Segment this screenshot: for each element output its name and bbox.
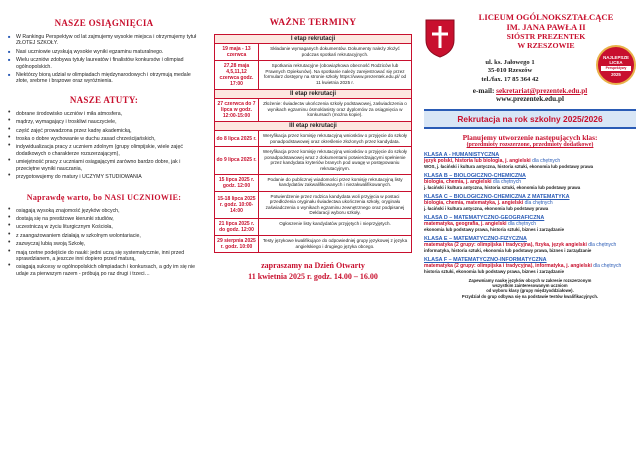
atut-item: • dobrane środowisko uczniów i miła atmosfera, (8, 111, 200, 117)
uczen-item: • mają rzetne podejście do nauki: jedni uczą się systematycznie, inni przed sprawdzianem, a jeszcze inni dopiero przed maturą, (8, 250, 200, 263)
website-link[interactable]: www.prezentek.edu.pl (496, 95, 564, 103)
class-extended: biologia, chemia, j. angielski (424, 179, 492, 185)
crest-icon (424, 18, 456, 58)
achievement-item: ■ Niektórzy biorą udział w olimpiadach międzynarodowych i otrzymują medale złote, srebrne i brązowe oraz wyróżnienia. (8, 72, 200, 85)
uczen-item: • osiągają wysoką znajomość języków obcych, (8, 208, 200, 214)
class-optional: dla chętnych (588, 242, 617, 248)
uczniowie-list (8, 208, 200, 278)
class-optional: dla chętnych (492, 179, 521, 185)
stage-2-header: II etap rekrutacji (215, 89, 411, 98)
class-list (424, 152, 636, 275)
atut-item: • umiejętność pracy z uczniami osiągającymi zarówno bardzo dobre, jak i przeciętne wyniki nauczania, (8, 159, 200, 172)
address-street: ul. ks. Jałowego 1 (485, 59, 535, 66)
class-optional: dla chętnych (593, 263, 622, 269)
footer-line3: od wyboru klasy (grupy międzyoddziałowe). (486, 288, 574, 294)
recruit-banner: Rekrutacja na rok szkolny 2025/2026 (424, 109, 636, 129)
atut-item: • część zajęć prowadzona przez kadrę akademicką, (8, 128, 200, 134)
class-name: KLASA E – MATEMATYCZNO-FIZYCZNA (424, 236, 527, 242)
class-additional: j. łaciński i kultura antyczna, historia sztuki, ekonomia lub podstawy prawa (424, 185, 581, 190)
class-additional: informatyka, historia sztuki, ekonomia lub podstawy prawa, biznes i zarządzanie (424, 248, 592, 253)
email-label: e-mail: (472, 87, 495, 95)
atut-item: • mądrzy, wymagający i troskliwi nauczyciele, (8, 119, 200, 125)
class-extended: matematyka (2 grupy: olimpijska i tradycyjna), fizyka, język angielski (424, 242, 587, 248)
footer-line2: wszystkim zainteresowanym uczniom (492, 283, 568, 289)
term-row (215, 43, 411, 60)
class-entry (424, 173, 636, 191)
ranking-badge (596, 45, 636, 85)
term-text: Spotkania rekrutacyjne (obowiązkowa obecność Rodziców lub Prawnych Opiekunów). Na spotkanie należy zarejestrować się przez formularz dostępny na stronie szkoły https://www.prezentek.edu.pl/ od 11 kwietnia 2025 r. (263, 63, 407, 85)
class-optional: dla chętnych (507, 221, 537, 227)
stage-3-header: III etap rekrutacji (215, 121, 411, 130)
class-name: KLASA C – BIOLOGICZNO-CHEMICZNA Z MATEMATYKA (424, 194, 570, 200)
term-row (215, 130, 411, 146)
class-optional: dla chętnych (524, 200, 553, 206)
terms-title: WAŻNE TERMINY (269, 18, 357, 28)
uczen-item: • z zaangażowaniem działają w szkolnym wolontariacie, (8, 233, 200, 239)
class-entry (424, 194, 636, 212)
atut-item: • troska o dobre wychowanie w duchu zasad chrześcijańskich, (8, 136, 200, 142)
term-row (215, 218, 411, 235)
term-row (215, 98, 411, 121)
atut-item: • przygotowujemy do matury i UCZYMY STUDIOWANIA (8, 174, 200, 180)
term-text: Testy językowe kwalifikujące do odpowiedniej grupy językowej z języka angielskiego i drugiego języka obcego. (262, 237, 408, 249)
term-row (215, 60, 411, 89)
term-row (215, 146, 411, 173)
school-name-1: LICEUM OGÓLNOKSZTAŁCĄCE (478, 12, 614, 22)
atut-item: • indywidualizacja pracy z uczniem zdolnym (grupy olimpijskie, wiele zajęć dodatkowych o charakterze rozszerzającym), (8, 144, 200, 157)
uczen-item: • osiągają sukcesy w ogólnopolskich olimpiadach i konkursach, a gdy im się nie udaje za pierwszym razem - próbują po raz drugi i trzeci… (8, 264, 200, 277)
uczen-item: • zazwyczaj lubią swoją Szkołę, (8, 241, 200, 247)
stage-1-header: I etap rekrutacji (215, 35, 411, 43)
open-day-line2: 11 kwietnia 2025 r. godz. 14.00 – 16.00 (248, 271, 378, 281)
term-date: 19 maja - 13 czerwca (215, 44, 259, 60)
class-name: KLASA F – MATEMATYCZNO-INFORMATYCZNA (424, 257, 547, 263)
middle-column (210, 0, 416, 453)
class-extended: matematyka, geografia, j. angielski (424, 221, 507, 227)
uczniowie-title: Naprawdę warto, bo NASI UCZNIOWIE: (26, 192, 182, 202)
term-text: Podanie do publicznej wiadomości przez komisję rekrutacyjną listy kandydatów zakwalifikowanych i niezakwalifikowanych. (267, 176, 403, 188)
term-date: 29 sierpnia 2025 r. godz. 10:00 (215, 236, 259, 252)
achievement-item: ■ W Rankingu Perspektyw od lat zajmujemy wysokie miejsca i otrzymujemy tytuł ZŁOTEJ SZKOŁY. (8, 34, 200, 47)
term-text: Składanie wymaganych dokumentów. Dokumenty należy złożyć podczas spotkań rekrutacyjnych. (270, 46, 400, 57)
term-text: Potwierdzenie przez rodzica kandydata woli przyjęcia w postaci przedłożenia oryginału świadectwa ukończenia szkoły, oryginału zaświadczenia o wynikach egzaminu zewnętrznego oraz podpisanej Deklaracji wyboru szkoły. (265, 193, 405, 216)
badge-line1: NAJLEPSZE (603, 55, 629, 60)
term-date: 15 lipca 2025 r. godz. 12:00 (215, 175, 259, 191)
class-name: KLASA A - HUMANISTYCZNA (424, 152, 500, 158)
class-entry (424, 257, 636, 275)
term-date: 27,28 maja 4,5,11,12 czerwca godz. 17:00 (215, 61, 259, 89)
term-date: do 9 lipca 2025 r. (215, 147, 259, 173)
achievements-list (8, 34, 200, 85)
right-column (420, 0, 640, 453)
class-additional: historia sztuki, ekonomia lub podstawy prawa, biznes i zarządzanie (424, 269, 565, 274)
class-extended: biologia, chemia, matematyka, j. angielski (424, 200, 524, 206)
terms-table (214, 34, 412, 253)
class-extended: język polski, historia lub biologia, j. angielski (424, 158, 531, 164)
open-day-line1: zapraszamy na Dzień Otwarty (261, 260, 365, 270)
footer-note (424, 278, 636, 299)
term-text: Weryfikacja przez komisję rekrutacyjną wniosków o przyjęcie do szkoły ponadpodstawowej wraz z dokumentami potwierdzającymi spełnienie przez kandydata kryteriów branych pod uwagę w postępowaniu rekrutacyjnym. (262, 149, 408, 171)
planned-subtitle: (przedmioty rozszerzone, przedmioty dodatkowe) (466, 142, 594, 148)
term-date: 15-18 lipca 2025 r. godz. 10:00-14:00 (215, 192, 259, 218)
term-text: Weryfikacja przez komisję rekrutacyjną wniosków o przyjęcie do szkoły ponadpodstawowej oraz określenie złożonych przez kandydata. (262, 133, 408, 144)
class-entry (424, 215, 636, 233)
achievement-item: ■ Nasi uczniowie uzyskują wysokie wyniki egzaminu maturalnego. (8, 49, 200, 55)
email-link[interactable]: sekretariat@prezentek.edu.pl (496, 87, 588, 95)
uczen-item: • dostają się na prestiżowe kierunki studiów, (8, 216, 200, 222)
uczen-item: • uczestniczą w życiu liturgicznym Kościoła, (8, 224, 200, 230)
address-city: 35-010 Rzeszów (487, 67, 533, 75)
footer-line1: Zapewniamy naukę języków obcych w zakresie rozszerzonym (468, 278, 592, 283)
term-text: Ogłoszenie listy kandydatów przyjętych i nieprzyjętych. (279, 220, 391, 226)
term-row (215, 235, 411, 252)
achievement-item: ■ Wielu uczniów zdobywa tytuły laureatów i finalistów konkursów i olimpiad ogólnopolskich. (8, 57, 200, 70)
class-name: KLASA D – MATEMATYCZNO-GEOGRAFICZNA (424, 215, 545, 221)
atuty-list (8, 111, 200, 181)
class-additional: WOS, j. łaciński i kultura antyczna, historia sztuki, ekonomia lub podstawy prawa (424, 164, 594, 169)
left-column (0, 0, 206, 453)
class-entry (424, 152, 636, 170)
class-additional: ekonomia lub podstawy prawa, historia sztuki, biznes i zarządzanie (424, 227, 565, 232)
term-date: do 8 lipca 2025 r. (215, 131, 259, 146)
term-date: 27 czerwca do 7 lipca w godz. 12:00-15:00 (215, 99, 259, 121)
school-name-4: W RZESZOWIE (517, 41, 575, 50)
school-name-3: SIÓSTR PREZENTEK (506, 32, 586, 41)
footer-line4: Przydział do grup odbywa się na podstawie testów kwalifikacyjnych. (461, 293, 599, 299)
term-text: Złożenie: świadectw ukończenia szkoły podstawowej, zaświadczenia o wynikach egzaminu ósmoklasisty oraz dyplomów za osiągnięcia w konkursach (można kopie). (263, 101, 407, 118)
class-name: KLASA B – BIOLOGICZNO-CHEMICZNA (424, 173, 526, 179)
school-name-2: IM. JANA PAWŁA II (506, 22, 586, 32)
badge-line3: Perspektywy (601, 66, 631, 71)
badge-line2: LICEA (609, 60, 623, 65)
atuty-title: NASZE ATUTY: (69, 94, 139, 105)
class-optional: dla chętnych (532, 158, 561, 164)
term-row (215, 174, 411, 191)
class-extended: matematyka (2 grupy: olimpijska i tradycyjna), informatyka, j. angielski (424, 263, 592, 269)
achievements-title: NASZE OSIĄGNIĘCIA (54, 18, 154, 28)
planned-title: Planujemy utworzenie następujących klas: (462, 133, 598, 142)
class-additional: j. łaciński i kultura antyczna, ekonomia lub podstawy prawa (424, 206, 549, 211)
phone: tel./fax. 17 85 364 42 (481, 75, 539, 83)
badge-line4: 2025 (611, 72, 621, 77)
term-row (215, 191, 411, 218)
term-date: 21 lipca 2025 r. do godz. 12:00 (215, 219, 259, 235)
class-entry (424, 236, 636, 254)
